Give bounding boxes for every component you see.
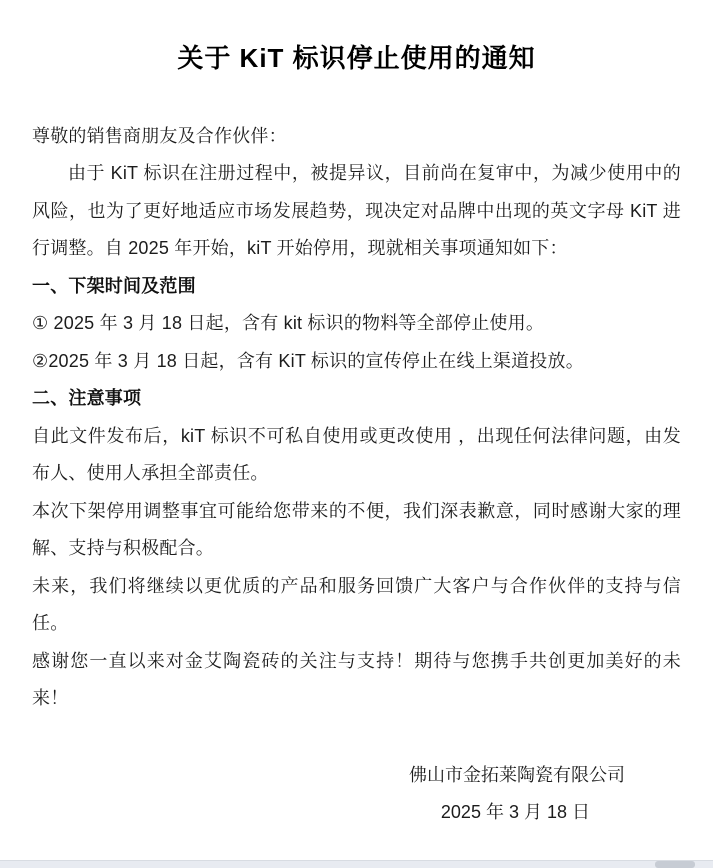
paragraph-liability: 自此文件发布后，kiT 标识不可私自使用或更改使用 ，出现任何法律问题，由发布人、使用人承担全部责任。 <box>32 425 681 484</box>
salutation: 尊敬的销售商朋友及合作伙伴： <box>32 125 287 146</box>
paragraph-future: 未来，我们将继续以更优质的产品和服务回馈广大客户与合作伙伴的支持与信任。 <box>32 575 681 634</box>
paragraph-thanks: 感谢您一直以来对金艾陶瓷砖的关注与支持！期待与您携手共创更加美好的未来！ <box>32 650 681 709</box>
document-title: 关于 KiT 标识停止使用的通知 <box>177 43 536 73</box>
paragraph-intro: 由于 KiT 标识在注册过程中，被提异议，目前尚在复审中，为减少使用中的风险，也为了更好地适应市场发展趋势，现决定对品牌中出现的英文字母 KiT 进行调整。自 2025 年开始，kiT 开始停用，现就相关事项通知如下： <box>32 163 681 259</box>
horizontal-scrollbar[interactable] <box>0 860 713 868</box>
paragraph-apology: 本次下架停用调整事宜可能给您带来的不便，我们深表歉意，同时感谢大家的理解、支持与积极配合。 <box>32 500 681 559</box>
signature-date: 2025 年 3 月 18 日 <box>440 802 590 823</box>
list-item-2: ②2025 年 3 月 18 日起，含有 KiT 标识的宣传停止在线上渠道投放。 <box>32 350 584 371</box>
section-heading-removal-scope: 一、下架时间及范围 <box>32 275 196 296</box>
scrollbar-thumb[interactable] <box>655 861 695 868</box>
signature-block <box>32 757 681 832</box>
section-heading-notes: 二、注意事项 <box>32 388 142 409</box>
list-item-1: ① 2025 年 3 月 18 日起，含有 kit 标识的物料等全部停止使用。 <box>32 313 545 334</box>
signature-company: 佛山市金拓莱陶瓷有限公司 <box>409 764 625 785</box>
